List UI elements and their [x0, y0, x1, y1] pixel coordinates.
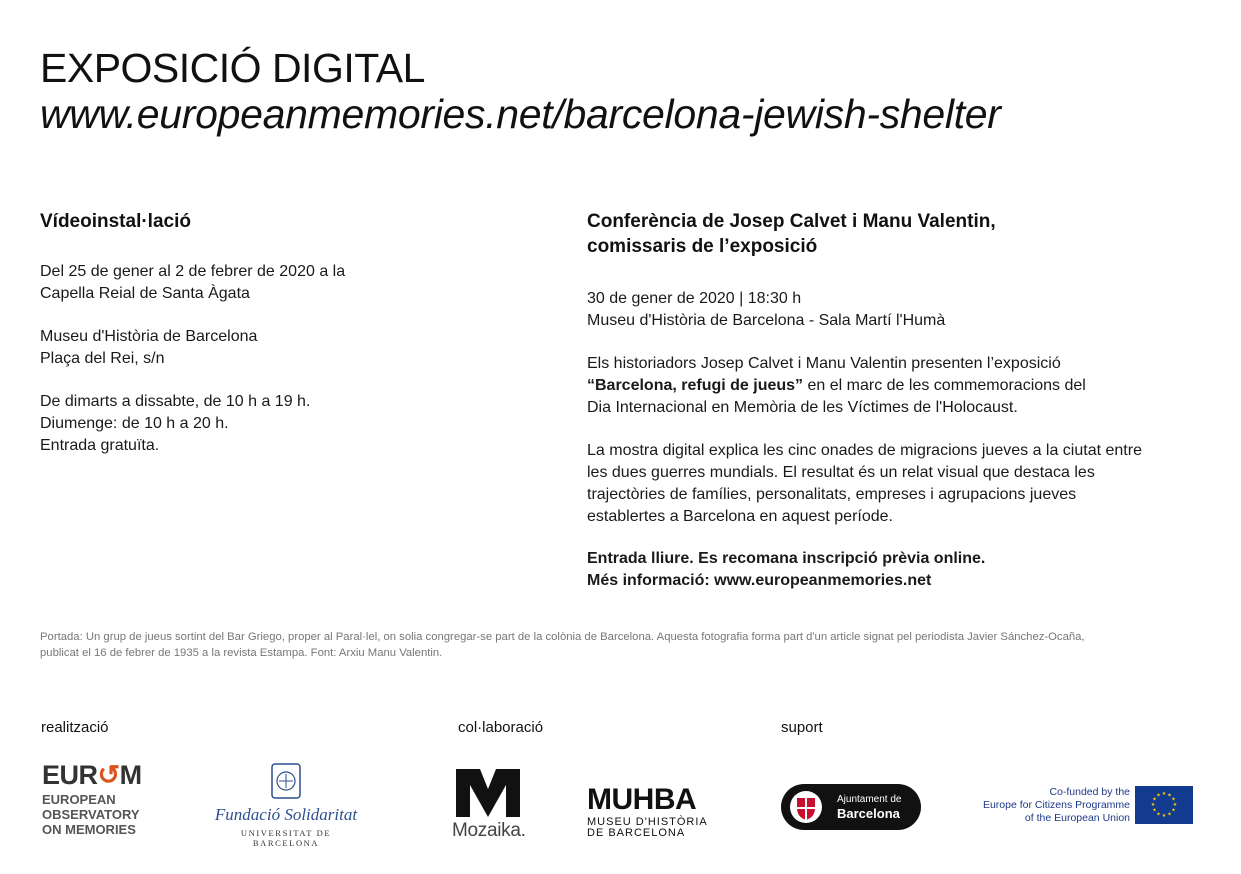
installation-dates [40, 261, 345, 305]
summary-line: La mostra digital explica les cinc onades de migracions jueves a la ciutat entre [587, 442, 1142, 459]
eu-flag-icon[interactable] [1135, 786, 1193, 824]
dates-line: Capella Reial de Santa Àgata [40, 285, 250, 302]
muhba-sub2: DE BARCELONA [587, 827, 686, 839]
more-info-link[interactable]: Més informació: www.europeanmemories.net [587, 572, 932, 589]
installation-venue [40, 326, 257, 370]
barcelona-shield-icon [789, 790, 823, 824]
registration-info [587, 548, 985, 592]
video-installation-heading: Vídeoinstal·lació [40, 211, 191, 232]
eu-line: Europe for Citizens Programme [982, 799, 1130, 811]
hours-line: De dimarts a dissabte, de 10 h a 19 h. [40, 393, 311, 410]
ajuntament-logo[interactable] [781, 784, 921, 830]
description-line-rest: en el marc de les commemoracions del [803, 377, 1086, 394]
dates-line: Del 25 de gener al 2 de febrer de 2020 a la [40, 263, 346, 280]
conference-venue: Museu d'Història de Barcelona - Sala Martí l'Humà [587, 312, 946, 329]
conference-when-where [587, 288, 945, 332]
mozaika-name: Mozaika. [452, 820, 526, 841]
conference-heading-line: Conferència de Josep Calvet i Manu Valentin, [587, 211, 996, 232]
eu-cofunding-text [960, 786, 1130, 825]
summary-line: trajectòries de famílies, personalitats, empreses i agrupacions jueves [587, 486, 1077, 503]
eu-line: of the European Union [1024, 812, 1130, 824]
exhibition-name: “Barcelona, refugi de jueus” [587, 377, 804, 394]
exhibition-url[interactable]: www.europeanmemories.net/barcelona-jewish-shelter [40, 91, 1001, 137]
muhba-word: MUHBA [587, 783, 697, 816]
registration-line: Entrada lliure. Es recomana inscripció prèvia online. [587, 550, 986, 567]
eurom-sub2: OBSERVATORY [42, 807, 140, 822]
label-suport: suport [781, 719, 823, 736]
svg-text:★: ★ [1152, 807, 1157, 814]
exhibition-summary [587, 440, 1142, 528]
ajuntament-line2: Barcelona [837, 806, 900, 821]
svg-text:★: ★ [1172, 802, 1178, 808]
mozaika-logo[interactable] [452, 767, 542, 842]
mozaika-m-icon [452, 767, 524, 819]
svg-text:★: ★ [1167, 811, 1172, 818]
svg-text:★: ★ [1152, 796, 1157, 803]
venue-line: Plaça del Rei, s/n [40, 350, 165, 367]
eurom-sub1: EUROPEAN [42, 792, 116, 807]
svg-text:★: ★ [1156, 792, 1161, 799]
cover-caption [40, 630, 1205, 661]
conference-date: 30 de gener de 2020 | 18:30 h [587, 290, 802, 307]
svg-text:★: ★ [1161, 813, 1167, 819]
university-seal-icon [270, 762, 302, 800]
description-line: Dia Internacional en Memòria de les Víctimes de l'Holocaust. [587, 399, 1018, 416]
muhba-logo[interactable] [587, 785, 708, 839]
summary-line: les dues guerres mundials. El resultat és un relat visual que destaca les [587, 464, 1095, 481]
venue-line: Museu d'Història de Barcelona [40, 328, 258, 345]
summary-line: establertes a Barcelona en aquest període. [587, 508, 893, 525]
conference-description [587, 353, 1086, 419]
fundacio-name: Fundació Solidaritat [214, 805, 358, 824]
svg-text:★: ★ [1156, 811, 1161, 818]
hours-line: Diumenge: de 10 h a 20 h. [40, 415, 229, 432]
eurom-o-icon: ↺ [97, 760, 120, 790]
description-line: Els historiadors Josep Calvet i Manu Valentin presenten l’exposició [587, 355, 1061, 372]
label-collaboracio: col·laboració [458, 719, 544, 736]
caption-line: Portada: Un grup de jueus sortint del Bar Griego, proper al Paral·lel, on solia congregar-se part de la colònia de Barcelona. Aquesta fotografia forma part d'un article signat pel periodista Javier Sánchez-Ocaña, [40, 631, 1085, 643]
caption-line: publicat el 16 de febrer de 1935 a la revista Estampa. Font: Arxiu Manu Valentin. [40, 646, 443, 659]
eurom-wordmark [42, 761, 142, 789]
exhibition-title: EXPOSICIÓ DIGITAL [40, 45, 425, 91]
label-realitzacio: realització [41, 719, 109, 736]
muhba-sub1: MUSEU D'HISTÒRIA [587, 816, 708, 828]
fundacio-sub: UNIVERSITAT DE BARCELONA [240, 828, 332, 848]
eurom-m: M [119, 760, 142, 790]
fundacio-solidaritat-logo[interactable] [206, 762, 366, 848]
svg-text:★: ★ [1150, 802, 1156, 808]
svg-text:★: ★ [1171, 807, 1176, 814]
eu-line: Co-funded by the [1049, 786, 1130, 798]
hours-line: Entrada gratuïta. [40, 437, 160, 454]
installation-hours [40, 391, 310, 457]
ajuntament-line1: Ajuntament de [837, 794, 902, 805]
eurom-eu: EUR [42, 760, 98, 790]
conference-heading [587, 209, 996, 259]
conference-heading-line: comissaris de l’exposició [587, 236, 818, 257]
eu-stars-icon [1135, 786, 1193, 824]
eurom-logo[interactable] [42, 761, 142, 837]
svg-text:★: ★ [1171, 796, 1176, 803]
svg-text:★: ★ [1167, 792, 1172, 799]
description-line [587, 375, 1086, 397]
svg-text:★: ★ [1161, 791, 1167, 797]
eurom-sub3: ON MEMORIES [42, 822, 136, 837]
